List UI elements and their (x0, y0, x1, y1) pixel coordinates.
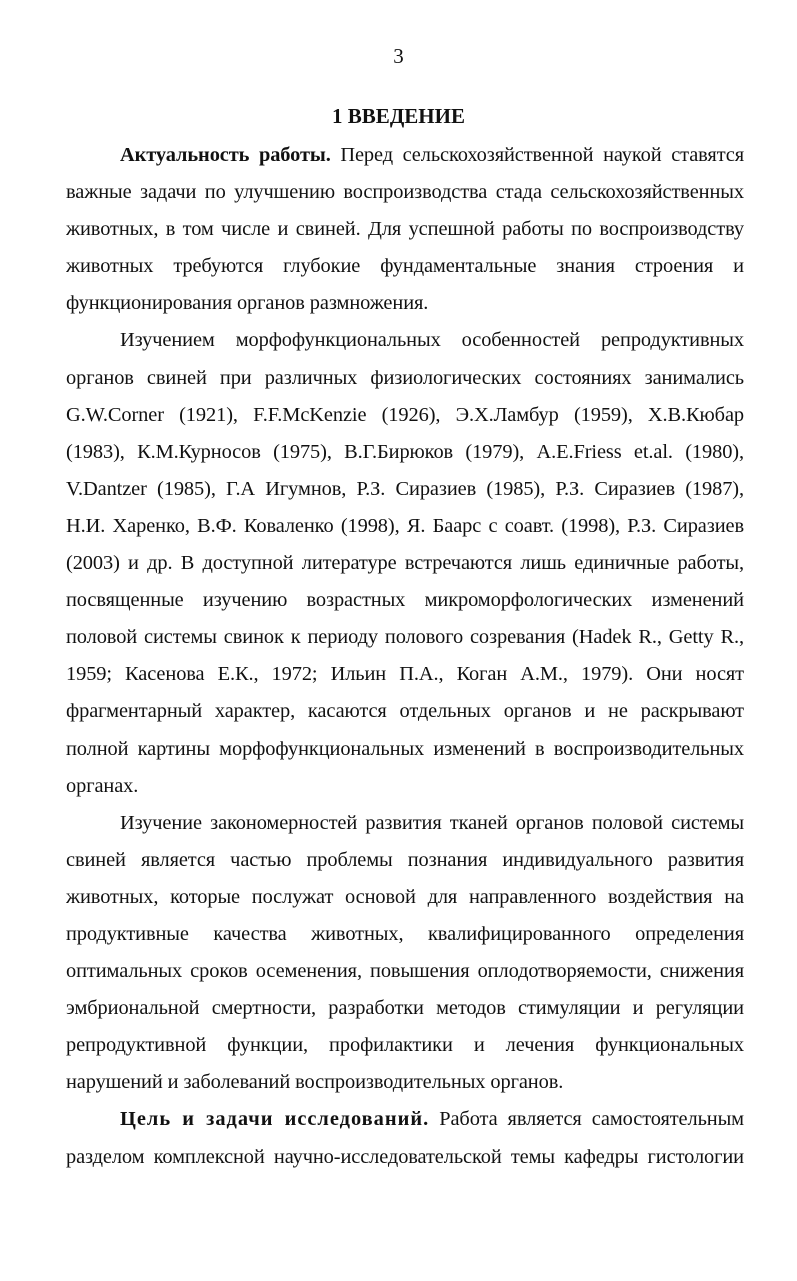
text-line: животных, которые послужат основой для направленного воздействия на (66, 885, 744, 908)
text-line: оптимальных сроков осеменения, повышения оплодотворяемости, снижения (66, 960, 744, 983)
paragraph-lead: Цель и задачи исследований. (120, 1108, 430, 1131)
text-line: нарушений и заболеваний воспроизводительных органов. (66, 1071, 564, 1094)
text-line: продуктивные качества животных, квалифицированного определения (66, 922, 744, 945)
paragraph-study-patterns (66, 805, 744, 1102)
text-line: животных требуются глубокие фундаментальные знания строения и (66, 255, 744, 278)
text-line: органов свиней при различных физиологических состояниях занимались (66, 366, 744, 389)
section-title: 1 ВВЕДЕНИЕ (332, 104, 465, 128)
text-line: посвященные изучению возрастных микроморфологических изменений (66, 589, 744, 612)
text-line: половой системы свинок к периоду полового созревания (Hadek R., Getty R., (66, 626, 744, 649)
text-line: V.Dantzer (1985), Г.А Игумнов, Р.З. Сиразиев (1985), Р.З. Сиразиев (1987), (66, 477, 744, 500)
text-line: Актуальность работы. Перед сельскохозяйственной наукой ставятся (120, 144, 744, 166)
text-line: животных, в том числе и свиней. Для успешной работы по воспроизводству (66, 218, 744, 241)
text-line: Изучением морфофункциональных особенностей репродуктивных (120, 329, 744, 352)
paragraph-relevance (66, 137, 744, 322)
text-line: свиней является частью проблемы познания индивидуального развития (66, 848, 744, 871)
text-line: 1959; Касенова Е.К., 1972; Ильин П.А., Коган А.М., 1979). Они носят (66, 663, 744, 686)
paragraph-goals (66, 1101, 744, 1175)
paragraph-lead: Актуальность работы. (120, 144, 331, 166)
text-line: репродуктивной функции, профилактики и лечения функциональных (66, 1034, 744, 1057)
text-line: разделом комплексной научно-исследовательской темы кафедры гистологии (66, 1145, 744, 1168)
text-line: Цель и задачи исследований. Работа является самостоятельным (120, 1108, 744, 1131)
text-line: фрагментарный характер, касаются отдельных органов и не раскрывают (66, 700, 744, 723)
text-line: функционирования органов размножения. (66, 292, 429, 315)
text-line: Изучение закономерностей развития тканей органов половой системы (120, 811, 744, 834)
text-line: G.W.Corner (1921), F.F.McKenzie (1926), Э.Х.Ламбур (1959), Х.В.Кюбар (66, 403, 744, 426)
text-line: полной картины морфофункциональных изменений в воспроизводительных (66, 737, 744, 760)
paragraph-literature (66, 322, 744, 804)
text-line: (2003) и др. В доступной литературе встречаются лишь единичные работы, (66, 552, 744, 575)
text-line: органах. (66, 774, 139, 797)
text-line: эмбриональной смертности, разработки методов стимуляции и регуляции (66, 997, 744, 1020)
page-number: 3 (393, 44, 404, 68)
document-body (66, 137, 744, 1176)
text-line: Н.И. Харенко, В.Ф. Коваленко (1998), Я. Баарс с соавт. (1998), Р.З. Сиразиев (66, 514, 744, 537)
text-line: (1983), К.М.Курносов (1975), В.Г.Бирюков (1979), A.E.Friess et.al. (1980), (66, 440, 744, 463)
text-line: важные задачи по улучшению воспроизводства стада сельскохозяйственных (66, 181, 744, 204)
